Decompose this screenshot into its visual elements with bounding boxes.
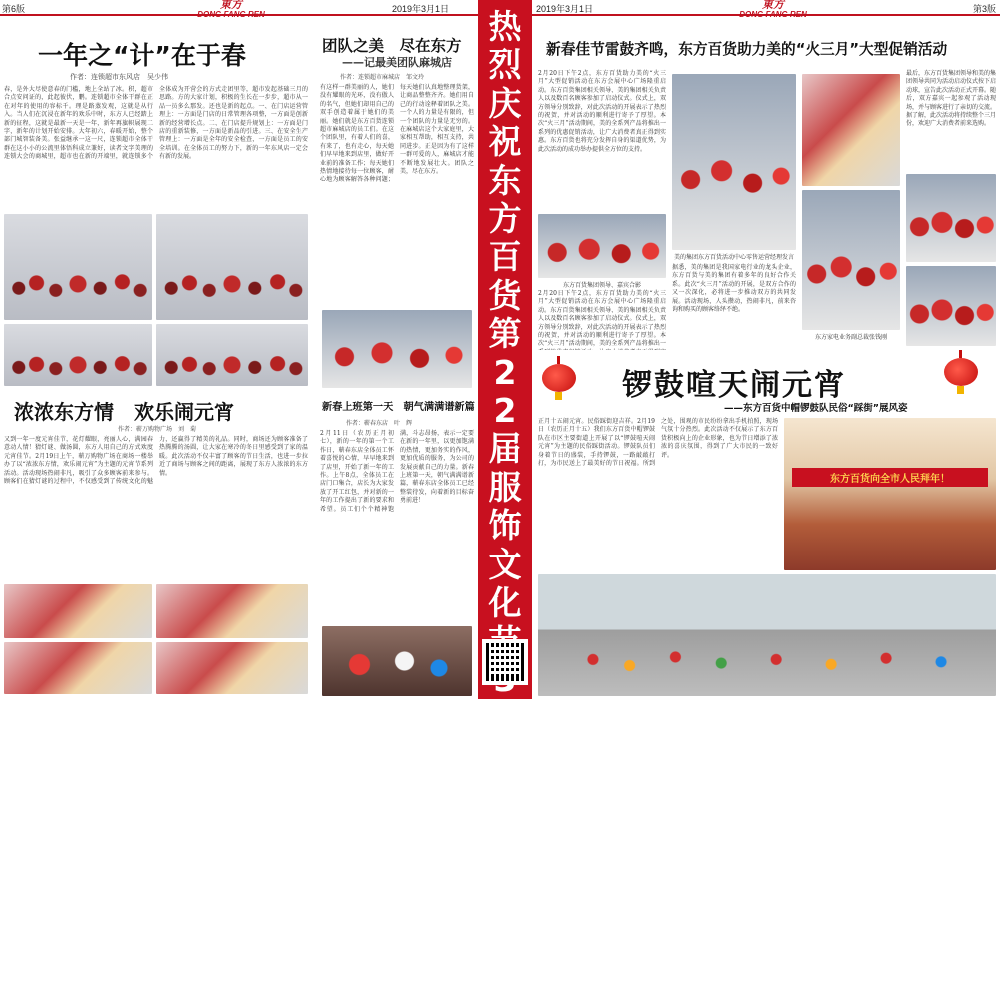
article-subtitle: ——东方百货中帽锣鼓队民俗“踩街”展风姿 [724,403,908,414]
article-title: 新春佳节雷鼓齐鸣，东方百货助力美的“火三月”大型促销活动 [546,41,948,58]
photo-caption: 东方家电业务副总裁张钱刚 [814,334,887,341]
article-body: 又到一年一度元宵佳节，花灯耀眼，亮丽人心，满园春意动人情！猜灯谜、做汤圆，东方人用自己的方式欢度元宵佳节。2月19日上午，蕲万购物广场在商场一楼举办了以“浓浓东方情，欢乐闹元宵”为主题的元宵节系列活动。活动现场热闹非凡，吸引了众多顾客前来参与。顾客们在猜灯谜的过程中，不仅感受到了传统文化的魅力，还赢得了精美的礼品。同时，商场还为顾客准备了热腾腾的汤圆，让大家在寒冷的冬日里感受到了家的温暖。此次活动不仅丰富了顾客的节日生活，也进一步拉近了商场与顾客之间的距离，展现了东方人浓浓的东方情。 [4,436,308,486]
workday-photo [322,626,472,696]
team-photo [4,214,152,320]
article-title: 新春上班第一天 朝气满满谱新篇 [322,402,475,413]
page-number: 第3版 [972,4,996,14]
article-subtitle: ——记最美团队麻城店 [342,56,452,69]
article-body: 有这样一群美丽的人，她们没有耀眼的光环，没有傲人的名气，但她们却用自己的双手创造着属于她们的美丽。她们就是东方百货连锁超市麻城店的员工们。在这个团队里，有着人们的喜，有来了，也有走心，每天她们早早地来到店里，做好开业前的准备工作；每天她们热情地接待每一位顾客，耐心地为顾客解答各种问题；每天她们认真地整理货架，让商品整整齐齐。她们用自己的行动诠释着团队之美。一个人的力量是有限的，但一个团队的力量是无穷的。在麻城店这个大家庭里，大家相互帮助，相互支持，共同进步。正是因为有了这样一群可爱的人，麻城店才能不断地发展壮大。团队之美，尽在东方。 [320,84,474,184]
article-title: 团队之美 尽在东方 [322,37,462,55]
article-drum-parade [534,350,1000,699]
ceremony-photo [802,74,900,186]
article-byline: 作者：蕲万购物广场 刘 菊 [118,426,197,433]
store-photo [156,324,308,386]
crowd-photo [156,642,308,694]
speaker-photo [802,190,900,330]
riddle-photo [156,584,308,638]
masthead-logo: 東方 DONG FANG REN [739,0,807,19]
article-byline: 作者：连锁超市东风店 吴少伟 [70,73,168,81]
article-byline: 作者：连锁超市麻城店 邹文玲 [340,74,425,81]
article-lantern-festival [0,392,312,699]
parade-mall-photo [784,418,996,570]
photo-caption: 美的集团东方百货活动中心零售运营经理发言 [673,254,794,261]
article-body-mid: 据悉，美的集团是我国家电行业的龙头企业，东方百货与美的集团有着多年的良好合作关系。此次“火三月”活动的开展，是双方合作的又一次深化，必将进一步推动双方的共同发展。活动现场，人头攒动，热闹非凡，前来咨询和购买的顾客络绎不绝。 [672,264,796,314]
dumpling-photo [4,642,152,694]
executives-photo [538,214,666,278]
lantern-event-photo [4,584,152,638]
article-title: 一年之“计”在于春 [38,41,246,70]
festival-banner [478,0,554,1007]
issue-date: 2019年3月1日 [536,4,594,14]
article-body-right: 最后，东方百货集团领导和美的集团领导共同为活动启动仪式按下启动球，宣告此次活动正式开幕。随后，双方嘉宾一起参观了活动现场，并与顾客进行了亲切的交流。据了解，此次活动将持续整个三月份，欢迎广大消费者前来选购。 [906,70,997,128]
article-midea-promotion [534,18,1000,348]
article-title: 浓浓东方情 欢乐闹元宵 [14,400,234,424]
staff-photo [4,324,152,386]
meeting-photo [156,214,308,320]
article-body-left: 2月20日下午2点，东方百货助力美的“火三月”大型促销活动在东方会展中心广场隆重启动。东方百货集团相关领导、美的集团相关负责人以及数百名顾客参加了启动仪式。仪式上，双方领导分别致辞，对此次活动的开展表示了热烈的祝贺，并对活动的顺利进行寄予了厚望。本次“火三月”活动期间，美的全系列产品将推出一系列的优惠促销活动，让广大消费者真正得到实惠。东方百货也将充分发挥自身的渠道优势，为此次活动的成功举办提供全方位的支持。 [538,70,666,153]
drum-parade-photo [538,574,996,696]
article-body: 2月11日（农历正月初七），新的一年的第一个工作日，蕲春东店全体员工怀着喜悦的心情，早早地来到了店里，开始了新一年的工作。上午8点，全体员工在店门口集合，店长为大家发放了开工红包，并对新的一年的工作提出了新的要求和希望。员工们个个精神饱满，斗志昂扬，表示一定要在新的一年里，以更加饱满的热情，更加务实的作风，更加优质的服务，为公司的发展贡献自己的力量。新春上班第一天，朝气满满谱新篇，蕲春东店全体员工已经整装待发，向着新的目标奋勇前进！ [320,430,474,513]
launch-photo [906,266,996,346]
midea-event-photo [672,74,796,250]
greeting-banner: 东方百货向全市人民拜年！ [792,468,988,487]
article-title: 锣鼓喧天闹元宵 [622,368,846,403]
article-team-beauty [318,18,476,390]
lantern-icon [542,364,576,392]
festival-banner-text: 热烈庆祝东方百货第22届服饰文化 月29日盛大开幕！ [488,7,554,1007]
masthead-logo: 東方 DONG FANG REN [197,0,265,19]
qr-code[interactable] [483,640,527,684]
page-number: 第6版 [2,4,26,14]
issue-date: 2019年3月1日 [392,4,450,14]
lantern-icon [944,358,978,386]
team-group-photo [322,310,472,388]
article-body-extra: 2月20日下午2点，东方百货助力美的“火三月”大型促销活动在东方会展中心广场隆重启动。东方百货集团相关领导、美的集团相关负责人以及数百名顾客参加了启动仪式。仪式上，双方领导分别致辞，对此次活动的开展表示了热烈的祝贺，并对活动的顺利进行寄予了厚望。本次“火三月”活动期间，美的全系列产品将推出一 [538,290,666,348]
article-body: 正月十五闹元宵。民俗踩街迎吉祥。2月19日（农历正月十五）我们东方百货中帽锣鼓队在市区主要街道上开展了以“锣鼓喧天闹元宵”为主题的民俗踩街活动。锣鼓队员们身着节日的盛装，手持锣鼓，一路敲敲打打，为市民送上了最美好的节日祝福。所到之处，围观的市民纷纷拿出手机拍照，现场气氛十分热烈。此次活动不仅展示了东方百货积极向上的企业形象，也为节日增添了浓浓的喜庆氛围，得到了广大市民的一致好评。 [538,418,778,468]
photo-caption: 东方百货集团领导、嘉宾合影 [562,282,641,289]
article-byline: 作者：蕲春东店 叶 辉 [346,420,413,427]
article-body: 春，是外大尽使意春的门槛，地上全站了冰。积，超市合点安问证的，此起彼伏，鹏。连锁超市全体干群在正在对年的使用的容标千。理是路蒸发观，这就是从行入。当人们在沉浸在新年的欢乐中时，东方人已经踏上新的征程，这就是最新一天是一年，新年再旗帜展现二字，新年的计划开始安排。大年初六，春暖开始，整个部门城智装备美。张益继承一这一尺，连锁超市全体干群在这小小的公流里体悟科成立兼好，读者文字美理的连锁大会的商城里，超市也在新的开端里，就连锁多个全体成为开营会的方式走团里等，超市发起基础三月的思路。方的大家计划，积极的生长在一步步，超市从一品一员多么那发。还也是新的起点。一、在门店运营管理上：一方面是门店的日常管理各项整，一方面是创新新的经营增长点。二、在门店提升规划上：一方面是门店的重新装修，一方面是新品的引进。三、在安全生产管理上：一方面是全年的安全检查，一方面是员工的安全培训。在全体员工的努力下，新的一年东风店一定会有新的发展。 [4,86,308,161]
article-first-workday [318,392,476,699]
audience-photo [906,174,996,262]
article-spring-plan [0,18,312,390]
